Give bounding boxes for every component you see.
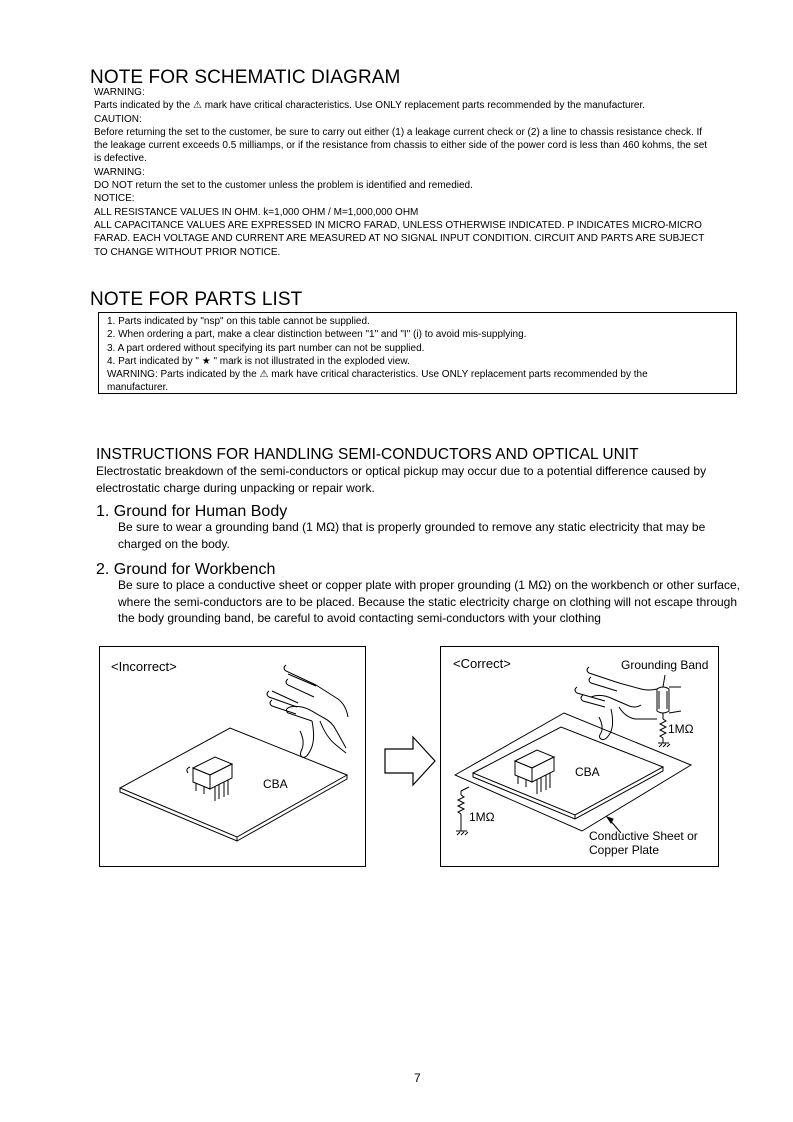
- step2-line: Be sure to place a conductive sheet or copper plate with proper grounding (1 MΩ) on the workbench or other surface,: [118, 578, 740, 592]
- correct-panel: [440, 646, 719, 867]
- intro-line: Electrostatic breakdown of the semi-conductors or optical pickup may occur due to a potential difference caused by: [96, 464, 707, 478]
- instructions-intro: [96, 463, 706, 496]
- parts-note: WARNING: Parts indicated by the ⚠ mark have critical characteristics. Use ONLY replacement parts recommended by the: [107, 369, 648, 381]
- notice-text: TO CHANGE WITHOUT PRIOR NOTICE.: [94, 246, 281, 258]
- caution-text: the leakage current exceeds 0.5 milliamps, or if the resistance from chassis to either side of the power cord is less than 460 kohms, the set: [94, 140, 708, 152]
- copper-plate-label: Copper Plate: [589, 843, 660, 857]
- parts-note: 3. A part ordered without specifying its part number can not be supplied.: [107, 342, 425, 354]
- notice-label: NOTICE:: [94, 193, 135, 205]
- cba-label: CBA: [575, 765, 600, 779]
- warning-label: WARNING:: [94, 87, 145, 98]
- parts-list-box: [98, 312, 737, 394]
- parts-note: 4. Part indicated by " ★ " mark is not illustrated in the exploded view.: [107, 355, 410, 367]
- step2-line: where the semi-conductors are to be placed. Because the static electricity charge on clothing will not escape through: [118, 594, 738, 609]
- step1-text: [118, 519, 705, 552]
- schematic-title: NOTE FOR SCHEMATIC DIAGRAM: [90, 67, 401, 88]
- step2-heading: 2. Ground for Workbench: [96, 561, 276, 578]
- parts-note: 1. Parts indicated by "nsp" on this table cannot be supplied.: [107, 316, 370, 327]
- parts-note: manufacturer.: [107, 382, 169, 394]
- correct-label: <Correct>: [453, 656, 511, 671]
- conductive-sheet-label: Conductive Sheet or: [589, 829, 698, 843]
- cba-label: CBA: [263, 777, 288, 791]
- caution-label: CAUTION:: [94, 113, 142, 125]
- warning-label: WARNING:: [94, 166, 145, 178]
- arrow-right-icon: [383, 735, 437, 787]
- notice-text: FARAD. EACH VOLTAGE AND CURRENT ARE MEASURED AT NO SIGNAL INPUT CONDITION. CIRCUIT AND PARTS ARE SUBJECT: [94, 233, 705, 245]
- sheet-resistor-label: 1MΩ: [469, 810, 495, 824]
- warning-text: Parts indicated by the ⚠ mark have critical characteristics. Use ONLY replacement parts recommended by the manufacturer.: [94, 100, 646, 112]
- step1-heading: 1. Ground for Human Body: [96, 503, 288, 520]
- parts-note: 2. When ordering a part, make a clear distinction between "1" and "I" (i) to avoid mis-supplying.: [107, 329, 527, 341]
- incorrect-label: <Incorrect>: [111, 659, 177, 674]
- intro-line: electrostatic charge during unpacking or repair work.: [96, 480, 375, 495]
- instructions-title: INSTRUCTIONS FOR HANDLING SEMI-CONDUCTORS AND OPTICAL UNIT: [96, 446, 639, 463]
- band-resistor-label: 1MΩ: [668, 722, 694, 736]
- warning-text: DO NOT return the set to the customer unless the problem is identified and remedied.: [94, 180, 473, 192]
- incorrect-illustration: [100, 647, 367, 868]
- schematic-notes: [94, 86, 707, 259]
- step1-line: charged on the body.: [118, 536, 230, 551]
- page-number: 7: [414, 1071, 421, 1085]
- parts-list-title: NOTE FOR PARTS LIST: [90, 289, 303, 310]
- notice-text: ALL RESISTANCE VALUES IN OHM. k=1,000 OHM / M=1,000,000 OHM: [94, 206, 419, 218]
- step2-line: the body grounding band, be careful to avoid contacting semi-conductors with your clothing: [118, 611, 601, 625]
- grounding-band-label: Grounding Band: [621, 658, 709, 672]
- step2-text: [118, 577, 740, 627]
- caution-text: Before returning the set to the customer, be sure to carry out either (1) a leakage current check or (2) a line to chassis resistance check. If: [94, 126, 703, 138]
- caution-text: is defective.: [94, 153, 147, 165]
- notice-text: ALL CAPACITANCE VALUES ARE EXPRESSED IN MICRO FARAD, UNLESS OTHERWISE INDICATED. P INDICATES MICRO-MICRO: [94, 219, 702, 231]
- incorrect-panel: [99, 646, 366, 867]
- step1-line: Be sure to wear a grounding band (1 MΩ) that is properly grounded to remove any static electricity that may be: [118, 520, 706, 534]
